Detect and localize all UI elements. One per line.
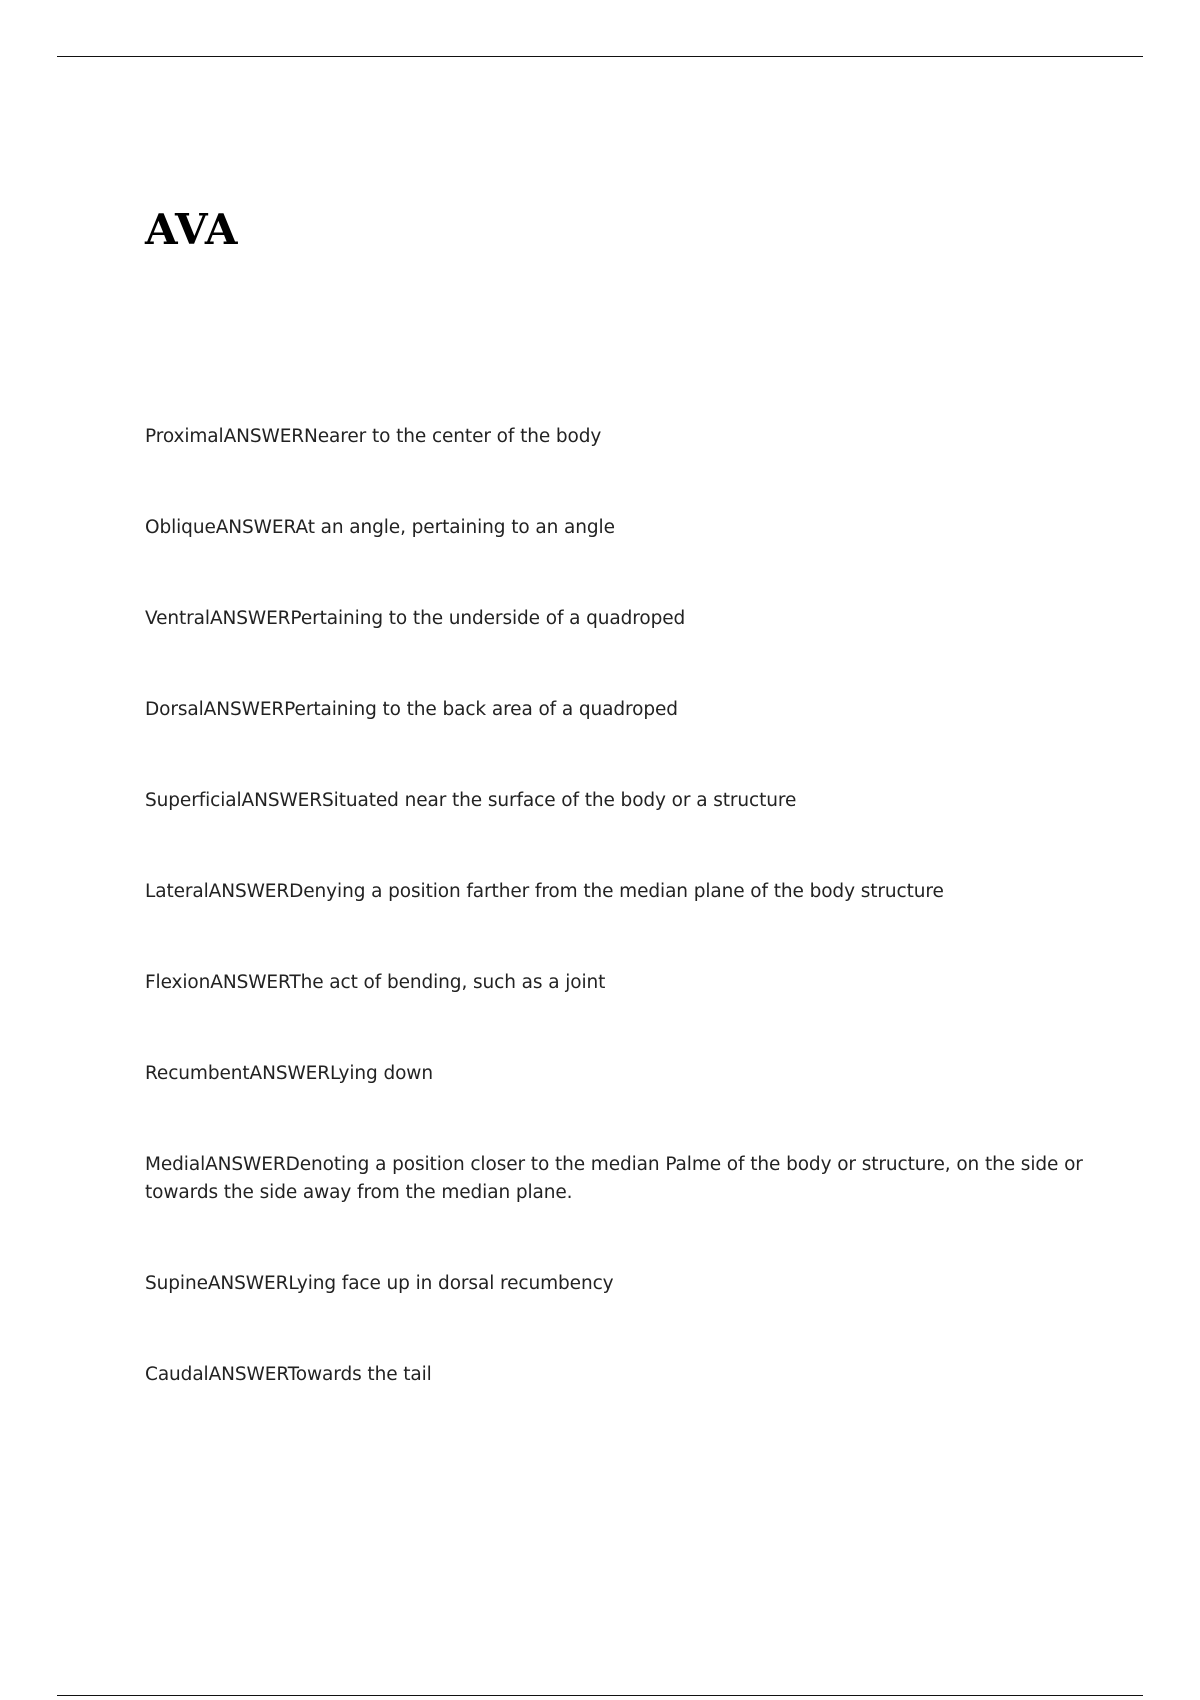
entry-item: VentralANSWERPertaining to the underside of a quadroped — [145, 608, 686, 629]
entry-item: SuperficialANSWERSituated near the surface of the body or a structure — [145, 790, 797, 811]
entry-item: SupineANSWERLying face up in dorsal recumbency — [145, 1273, 614, 1294]
entry-item: ProximalANSWERNearer to the center of the body — [145, 426, 602, 447]
header-rule — [57, 56, 1143, 57]
document-title: AVA — [145, 205, 238, 254]
entry-item: LateralANSWERDenying a position farther from the median plane of the body structure — [145, 881, 944, 902]
entry-item: FlexionANSWERThe act of bending, such as a joint — [145, 972, 606, 993]
entry-list — [145, 423, 1085, 1452]
entry-item: ObliqueANSWERAt an angle, pertaining to an angle — [145, 517, 615, 538]
entry-item: DorsalANSWERPertaining to the back area of a quadroped — [145, 699, 678, 720]
entry-item: MedialANSWERDenoting a position closer to the median Palme of the body or structure, on the side or towards the side away from the median plane. — [145, 1154, 1083, 1203]
footer-rule — [57, 1695, 1143, 1696]
entry-item: RecumbentANSWERLying down — [145, 1063, 433, 1084]
entry-item: CaudalANSWERTowards the tail — [145, 1364, 432, 1385]
